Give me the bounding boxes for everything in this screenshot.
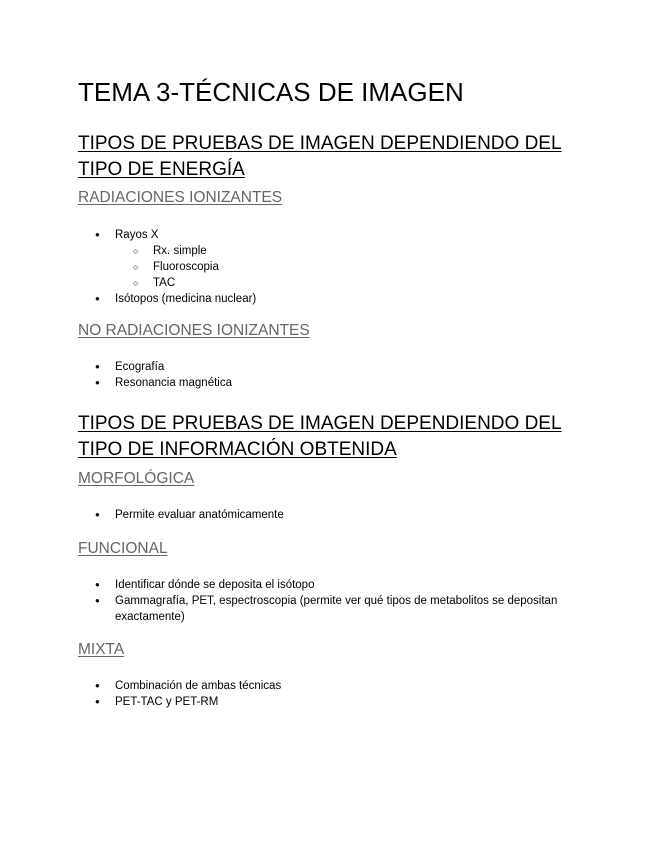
list-morphological (78, 507, 578, 523)
list-ionizing (78, 227, 578, 307)
list-item: ● Identificar dónde se deposita el isótopo (78, 577, 578, 593)
sublist-item: ○ Rx. simple (115, 243, 578, 259)
list-item (78, 291, 578, 307)
sublist-item: ○ TAC (115, 275, 578, 291)
subsection-heading-morphological: MORFOLÓGICA (78, 470, 195, 487)
subsection-heading-functional: FUNCIONAL (78, 540, 168, 557)
document-title: TEMA 3-TÉCNICAS DE IMAGEN (78, 77, 464, 107)
sublist-rayos-x (115, 243, 578, 291)
list-item: ● Gammagrafía, PET, espectroscopia (permite ver qué tipos de metabolitos se depositan exactamente) (78, 593, 578, 625)
list-item-text: Rayos X (115, 229, 159, 241)
list-item: ● PET-TAC y PET-RM (78, 694, 578, 710)
section-heading-information: TIPOS DE PRUEBAS DE IMAGEN DEPENDIENDO DEL TIPO DE INFORMACIÓN OBTENIDA (78, 413, 562, 460)
list-item: ● Permite evaluar anatómicamente (78, 507, 578, 523)
subsection-heading-non-ionizing: NO RADIACIONES IONIZANTES (78, 322, 310, 339)
section-heading-energy: TIPOS DE PRUEBAS DE IMAGEN DEPENDIENDO DEL TIPO DE ENERGÍA (78, 133, 562, 180)
list-item (78, 227, 578, 291)
list-mixed (78, 678, 578, 710)
subsection-heading-ionizing: RADIACIONES IONIZANTES (78, 189, 283, 206)
list-non-ionizing (78, 359, 578, 391)
subsection-heading-mixed: MIXTA (78, 641, 125, 658)
list-item: ● Resonancia magnética (78, 375, 578, 391)
list-functional (78, 577, 578, 625)
sublist-item: ○ Fluoroscopia (115, 259, 578, 275)
list-item: ● Ecografía (78, 359, 578, 375)
list-item-text: Isótopos (medicina nuclear) (115, 293, 257, 305)
list-item: ● Combinación de ambas técnicas (78, 678, 578, 694)
